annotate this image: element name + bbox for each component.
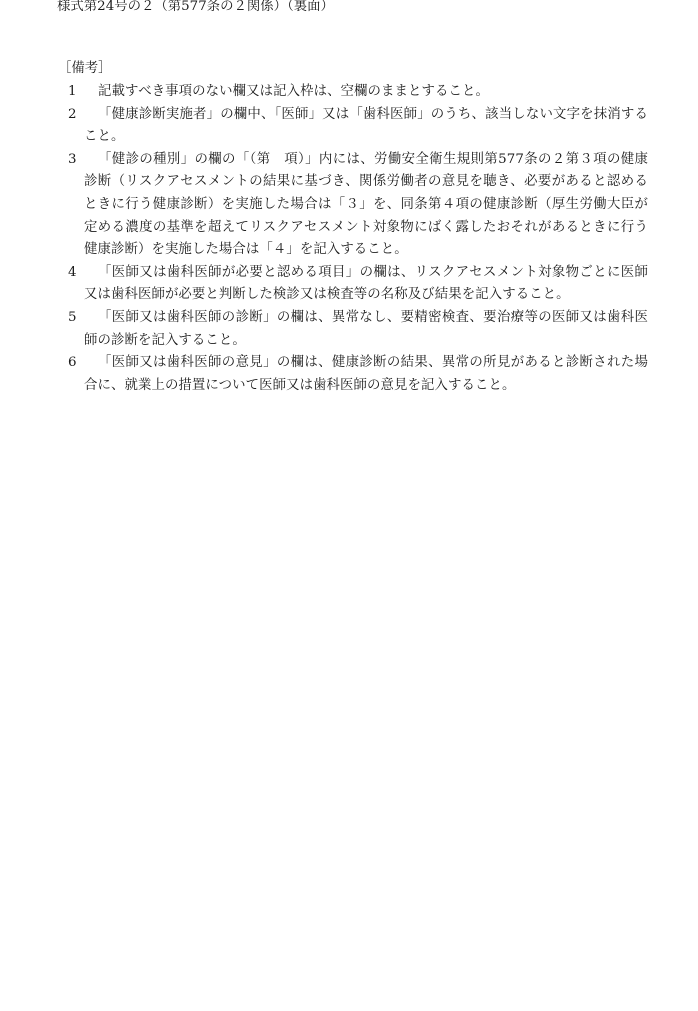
- form-title: 様式第24号の２（第577条の２関係）（裏面）: [57, 0, 334, 14]
- note-item: [68, 307, 648, 352]
- note-text: 「医師又は歯科医師が必要と認める項目」の欄は、リスクアセスメント対象物ごとに医師又は歯科医師が必要と判断した検診又は検査等の名称及び結果を記入すること。: [84, 264, 648, 303]
- note-number: 2: [68, 106, 77, 122]
- note-number: 5: [68, 309, 77, 325]
- note-number: 1: [68, 84, 77, 99]
- note-number: 3: [68, 151, 77, 167]
- note-item: [68, 352, 648, 397]
- note-text: 「医師又は歯科医師の意見」の欄は、健康診断の結果、異常の所見があると診断された場合に、就業上の措置について医師又は歯科医師の意見を記入すること。: [84, 355, 648, 393]
- note-text: 「医師又は歯科医師の診断」の欄は、異常なし、要精密検査、要治療等の医師又は歯科医師の診断を記入すること。: [84, 309, 648, 348]
- note-number: 6: [68, 355, 77, 371]
- note-text: 「健診の種別」の欄の「（第 項）」内には、労働安全衛生規則第577条の２第３項の健康診断（リスクアセスメントの結果に基づき、関係労働者の意見を聴き、必要があると認めるときに行う健康診断）を実施した場合は「３」を、同条第４項の健康診断（厚生労働大臣が定める濃度の基準を超えてリスクアセスメント対象物にばく露したおそれがあるときに行う健康診断）を実施した場合は「４」を記入すること。: [84, 151, 648, 258]
- note-item: [68, 81, 648, 104]
- note-text: 記載すべき事項のない欄又は記入枠は、空欄のままとすること。: [98, 84, 489, 99]
- notes-list: [68, 81, 648, 397]
- note-item: [68, 262, 648, 307]
- note-text: 「健康診断実施者」の欄中、「医師」又は「歯科医師」のうち、該当しない文字を抹消すること。: [84, 106, 648, 145]
- note-item: [68, 149, 648, 262]
- note-item: [68, 104, 648, 149]
- note-number: 4: [68, 264, 77, 280]
- notes-heading: ［備考］: [58, 61, 112, 76]
